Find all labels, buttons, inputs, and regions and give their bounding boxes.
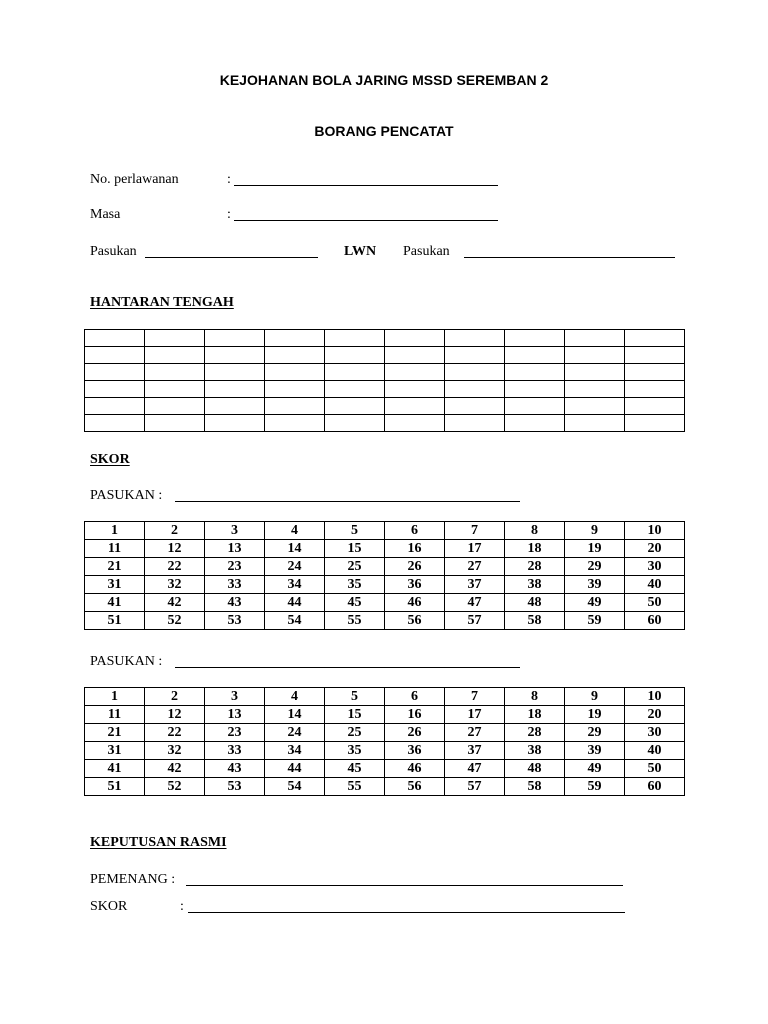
- score-cell[interactable]: 9: [565, 522, 625, 540]
- score-cell[interactable]: 25: [325, 724, 385, 742]
- score-cell[interactable]: 20: [625, 706, 685, 724]
- score-cell[interactable]: 36: [385, 742, 445, 760]
- score-cell[interactable]: 11: [85, 540, 145, 558]
- score-cell[interactable]: 34: [265, 742, 325, 760]
- centre-pass-cell[interactable]: [85, 381, 145, 398]
- score-row: [85, 724, 685, 742]
- score-cell[interactable]: 44: [265, 760, 325, 778]
- score-cell[interactable]: 7: [445, 522, 505, 540]
- winner-label: PEMENANG :: [90, 872, 176, 887]
- score-cell[interactable]: 49: [565, 760, 625, 778]
- time-label: Masa: [90, 207, 121, 222]
- score-cell[interactable]: 4: [265, 522, 325, 540]
- score-cell[interactable]: 58: [505, 778, 565, 796]
- score-cell[interactable]: 2: [145, 522, 205, 540]
- score-cell[interactable]: 16: [385, 706, 445, 724]
- score-cell[interactable]: 16: [385, 540, 445, 558]
- match-number-label: No. perlawanan: [90, 172, 179, 187]
- team-score-2-label: PASUKAN :: [90, 654, 163, 669]
- score-cell[interactable]: 40: [625, 576, 685, 594]
- centre-pass-cell[interactable]: [445, 415, 505, 432]
- score-cell[interactable]: 42: [145, 760, 205, 778]
- final-score-label: SKOR: [90, 899, 128, 914]
- centre-pass-cell[interactable]: [85, 330, 145, 347]
- score-cell[interactable]: 21: [85, 558, 145, 576]
- score-cell[interactable]: 24: [265, 558, 325, 576]
- score-cell[interactable]: 12: [145, 540, 205, 558]
- score-cell[interactable]: 6: [385, 522, 445, 540]
- time-colon: :: [227, 207, 231, 222]
- score-cell[interactable]: 22: [145, 558, 205, 576]
- score-cell[interactable]: 41: [85, 760, 145, 778]
- score-cell[interactable]: 53: [205, 612, 265, 630]
- score-cell[interactable]: 33: [205, 576, 265, 594]
- centre-pass-cell[interactable]: [145, 364, 205, 381]
- centre-pass-cell[interactable]: [385, 415, 445, 432]
- score-cell[interactable]: 3: [205, 688, 265, 706]
- score-cell[interactable]: 27: [445, 558, 505, 576]
- centre-pass-cell[interactable]: [445, 381, 505, 398]
- score-row: [85, 540, 685, 558]
- score-cell[interactable]: 26: [385, 558, 445, 576]
- score-cell[interactable]: 13: [205, 540, 265, 558]
- score-cell[interactable]: 28: [505, 558, 565, 576]
- score-cell[interactable]: 15: [325, 706, 385, 724]
- centre-pass-cell[interactable]: [385, 398, 445, 415]
- score-cell[interactable]: 60: [625, 612, 685, 630]
- centre-pass-cell[interactable]: [85, 347, 145, 364]
- score-cell[interactable]: 29: [565, 724, 625, 742]
- score-cell[interactable]: 8: [505, 688, 565, 706]
- score-cell[interactable]: 10: [625, 688, 685, 706]
- score-table-2: [84, 687, 685, 796]
- centre-pass-cell[interactable]: [205, 415, 265, 432]
- centre-pass-heading: HANTARAN TENGAH: [90, 295, 234, 310]
- score-cell[interactable]: 1: [85, 522, 145, 540]
- score-row: [85, 706, 685, 724]
- score-cell[interactable]: 30: [625, 558, 685, 576]
- score-cell[interactable]: 31: [85, 742, 145, 760]
- centre-pass-cell[interactable]: [625, 347, 685, 364]
- centre-pass-cell[interactable]: [205, 330, 265, 347]
- team-b-label: Pasukan: [403, 244, 450, 259]
- centre-pass-cell[interactable]: [85, 415, 145, 432]
- centre-pass-cell[interactable]: [625, 381, 685, 398]
- score-cell[interactable]: 30: [625, 724, 685, 742]
- score-cell[interactable]: 34: [265, 576, 325, 594]
- centre-pass-cell[interactable]: [325, 347, 385, 364]
- score-cell[interactable]: 21: [85, 724, 145, 742]
- score-cell[interactable]: 8: [505, 522, 565, 540]
- centre-pass-cell[interactable]: [565, 381, 625, 398]
- score-cell[interactable]: 14: [265, 540, 325, 558]
- score-cell[interactable]: 28: [505, 724, 565, 742]
- score-cell[interactable]: 46: [385, 760, 445, 778]
- score-cell[interactable]: 19: [565, 706, 625, 724]
- team-score-1-label: PASUKAN :: [90, 488, 163, 503]
- score-cell[interactable]: 50: [625, 760, 685, 778]
- centre-pass-table: [84, 329, 685, 432]
- centre-pass-cell[interactable]: [325, 398, 385, 415]
- score-cell[interactable]: 50: [625, 594, 685, 612]
- score-cell[interactable]: 48: [505, 760, 565, 778]
- score-cell[interactable]: 43: [205, 760, 265, 778]
- score-cell[interactable]: 7: [445, 688, 505, 706]
- centre-pass-cell[interactable]: [505, 381, 565, 398]
- centre-pass-cell[interactable]: [385, 347, 445, 364]
- centre-pass-cell[interactable]: [265, 364, 325, 381]
- score-cell[interactable]: 2: [145, 688, 205, 706]
- score-row: [85, 760, 685, 778]
- decision-heading: KEPUTUSAN RASMI: [90, 835, 227, 850]
- centre-pass-cell[interactable]: [265, 381, 325, 398]
- centre-pass-cell[interactable]: [565, 364, 625, 381]
- centre-pass-cell[interactable]: [505, 415, 565, 432]
- score-cell[interactable]: 60: [625, 778, 685, 796]
- centre-pass-cell[interactable]: [265, 347, 325, 364]
- score-cell[interactable]: 17: [445, 540, 505, 558]
- score-cell[interactable]: 14: [265, 706, 325, 724]
- score-cell[interactable]: 18: [505, 706, 565, 724]
- score-cell[interactable]: 39: [565, 576, 625, 594]
- team-b-field[interactable]: [464, 257, 675, 258]
- score-cell[interactable]: 37: [445, 742, 505, 760]
- score-cell[interactable]: 57: [445, 778, 505, 796]
- team-a-label: Pasukan: [90, 244, 137, 259]
- centre-pass-cell[interactable]: [145, 347, 205, 364]
- score-cell[interactable]: 55: [325, 778, 385, 796]
- centre-pass-cell[interactable]: [325, 381, 385, 398]
- team-a-field[interactable]: [145, 257, 318, 258]
- centre-pass-cell[interactable]: [265, 330, 325, 347]
- score-cell[interactable]: 38: [505, 742, 565, 760]
- centre-pass-cell[interactable]: [565, 330, 625, 347]
- centre-pass-cell[interactable]: [625, 330, 685, 347]
- score-cell[interactable]: 59: [565, 778, 625, 796]
- score-cell[interactable]: 35: [325, 742, 385, 760]
- centre-pass-cell[interactable]: [625, 364, 685, 381]
- score-cell[interactable]: 15: [325, 540, 385, 558]
- centre-pass-cell[interactable]: [205, 347, 265, 364]
- score-row: [85, 612, 685, 630]
- score-row: [85, 576, 685, 594]
- score-cell[interactable]: 42: [145, 594, 205, 612]
- score-cell[interactable]: 23: [205, 558, 265, 576]
- score-cell[interactable]: 53: [205, 778, 265, 796]
- centre-pass-cell[interactable]: [505, 330, 565, 347]
- score-cell[interactable]: 5: [325, 688, 385, 706]
- time-field[interactable]: [234, 220, 498, 221]
- score-cell[interactable]: 4: [265, 688, 325, 706]
- centre-pass-cell[interactable]: [505, 364, 565, 381]
- score-cell[interactable]: 18: [505, 540, 565, 558]
- centre-pass-row: [85, 364, 685, 381]
- centre-pass-cell[interactable]: [205, 381, 265, 398]
- winner-field[interactable]: [186, 885, 623, 886]
- score-cell[interactable]: 32: [145, 576, 205, 594]
- score-cell[interactable]: 56: [385, 778, 445, 796]
- centre-pass-cell[interactable]: [565, 415, 625, 432]
- centre-pass-row: [85, 347, 685, 364]
- score-cell[interactable]: 27: [445, 724, 505, 742]
- centre-pass-cell[interactable]: [445, 364, 505, 381]
- score-cell[interactable]: 35: [325, 576, 385, 594]
- score-cell[interactable]: 23: [205, 724, 265, 742]
- score-cell[interactable]: 59: [565, 612, 625, 630]
- score-cell[interactable]: 52: [145, 612, 205, 630]
- score-cell[interactable]: 56: [385, 612, 445, 630]
- centre-pass-cell[interactable]: [325, 330, 385, 347]
- score-cell[interactable]: 47: [445, 760, 505, 778]
- score-cell[interactable]: 41: [85, 594, 145, 612]
- centre-pass-cell[interactable]: [265, 398, 325, 415]
- centre-pass-cell[interactable]: [145, 330, 205, 347]
- score-cell[interactable]: 37: [445, 576, 505, 594]
- centre-pass-cell[interactable]: [145, 415, 205, 432]
- centre-pass-cell[interactable]: [325, 364, 385, 381]
- score-cell[interactable]: 26: [385, 724, 445, 742]
- form-subtitle: BORANG PENCATAT: [314, 123, 454, 139]
- score-row: [85, 742, 685, 760]
- score-cell[interactable]: 11: [85, 706, 145, 724]
- centre-pass-cell[interactable]: [385, 330, 445, 347]
- score-cell[interactable]: 51: [85, 778, 145, 796]
- final-score-field[interactable]: [188, 912, 625, 913]
- score-cell[interactable]: 58: [505, 612, 565, 630]
- centre-pass-cell[interactable]: [85, 398, 145, 415]
- score-cell[interactable]: 10: [625, 522, 685, 540]
- centre-pass-cell[interactable]: [505, 398, 565, 415]
- score-cell[interactable]: 45: [325, 760, 385, 778]
- centre-pass-row: [85, 330, 685, 347]
- score-cell[interactable]: 29: [565, 558, 625, 576]
- score-cell[interactable]: 43: [205, 594, 265, 612]
- score-cell[interactable]: 12: [145, 706, 205, 724]
- score-cell[interactable]: 33: [205, 742, 265, 760]
- team-score-1-field[interactable]: [175, 501, 520, 502]
- score-cell[interactable]: 57: [445, 612, 505, 630]
- score-cell[interactable]: 13: [205, 706, 265, 724]
- score-table-1: [84, 521, 685, 630]
- score-row: [85, 522, 685, 540]
- score-cell[interactable]: 25: [325, 558, 385, 576]
- centre-pass-cell[interactable]: [565, 347, 625, 364]
- centre-pass-cell[interactable]: [85, 364, 145, 381]
- score-cell[interactable]: 48: [505, 594, 565, 612]
- final-score-colon: :: [180, 899, 184, 914]
- score-cell[interactable]: 31: [85, 576, 145, 594]
- score-cell[interactable]: 3: [205, 522, 265, 540]
- centre-pass-cell[interactable]: [505, 347, 565, 364]
- match-number-field[interactable]: [234, 185, 498, 186]
- score-cell[interactable]: 6: [385, 688, 445, 706]
- score-cell[interactable]: 1: [85, 688, 145, 706]
- centre-pass-row: [85, 381, 685, 398]
- form-title: KEJOHANAN BOLA JARING MSSD SEREMBAN 2: [219, 72, 549, 88]
- score-row: [85, 558, 685, 576]
- score-cell[interactable]: 45: [325, 594, 385, 612]
- score-row: [85, 688, 685, 706]
- centre-pass-cell[interactable]: [205, 398, 265, 415]
- score-cell[interactable]: 54: [265, 612, 325, 630]
- centre-pass-cell[interactable]: [385, 364, 445, 381]
- score-cell[interactable]: 5: [325, 522, 385, 540]
- score-row: [85, 778, 685, 796]
- score-cell[interactable]: 46: [385, 594, 445, 612]
- centre-pass-row: [85, 415, 685, 432]
- score-cell[interactable]: 9: [565, 688, 625, 706]
- score-cell[interactable]: 44: [265, 594, 325, 612]
- versus-label: LWN: [344, 244, 377, 259]
- centre-pass-row: [85, 398, 685, 415]
- score-cell[interactable]: 19: [565, 540, 625, 558]
- team-score-2-field[interactable]: [175, 667, 520, 668]
- score-cell[interactable]: 49: [565, 594, 625, 612]
- score-cell[interactable]: 39: [565, 742, 625, 760]
- centre-pass-cell[interactable]: [205, 364, 265, 381]
- score-cell[interactable]: 47: [445, 594, 505, 612]
- centre-pass-cell[interactable]: [385, 381, 445, 398]
- centre-pass-cell[interactable]: [625, 398, 685, 415]
- score-cell[interactable]: 38: [505, 576, 565, 594]
- score-cell[interactable]: 24: [265, 724, 325, 742]
- score-cell[interactable]: 20: [625, 540, 685, 558]
- centre-pass-cell[interactable]: [445, 330, 505, 347]
- score-cell[interactable]: 55: [325, 612, 385, 630]
- centre-pass-cell[interactable]: [145, 381, 205, 398]
- centre-pass-cell[interactable]: [445, 347, 505, 364]
- score-cell[interactable]: 54: [265, 778, 325, 796]
- centre-pass-cell[interactable]: [625, 415, 685, 432]
- score-cell[interactable]: 32: [145, 742, 205, 760]
- score-cell[interactable]: 51: [85, 612, 145, 630]
- centre-pass-cell[interactable]: [145, 398, 205, 415]
- score-cell[interactable]: 36: [385, 576, 445, 594]
- score-cell[interactable]: 52: [145, 778, 205, 796]
- score-cell[interactable]: 17: [445, 706, 505, 724]
- centre-pass-cell[interactable]: [445, 398, 505, 415]
- centre-pass-cell[interactable]: [565, 398, 625, 415]
- match-number-colon: :: [227, 172, 231, 187]
- score-heading: SKOR: [90, 452, 130, 467]
- centre-pass-cell[interactable]: [265, 415, 325, 432]
- score-cell[interactable]: 40: [625, 742, 685, 760]
- score-cell[interactable]: 22: [145, 724, 205, 742]
- centre-pass-cell[interactable]: [325, 415, 385, 432]
- score-row: [85, 594, 685, 612]
